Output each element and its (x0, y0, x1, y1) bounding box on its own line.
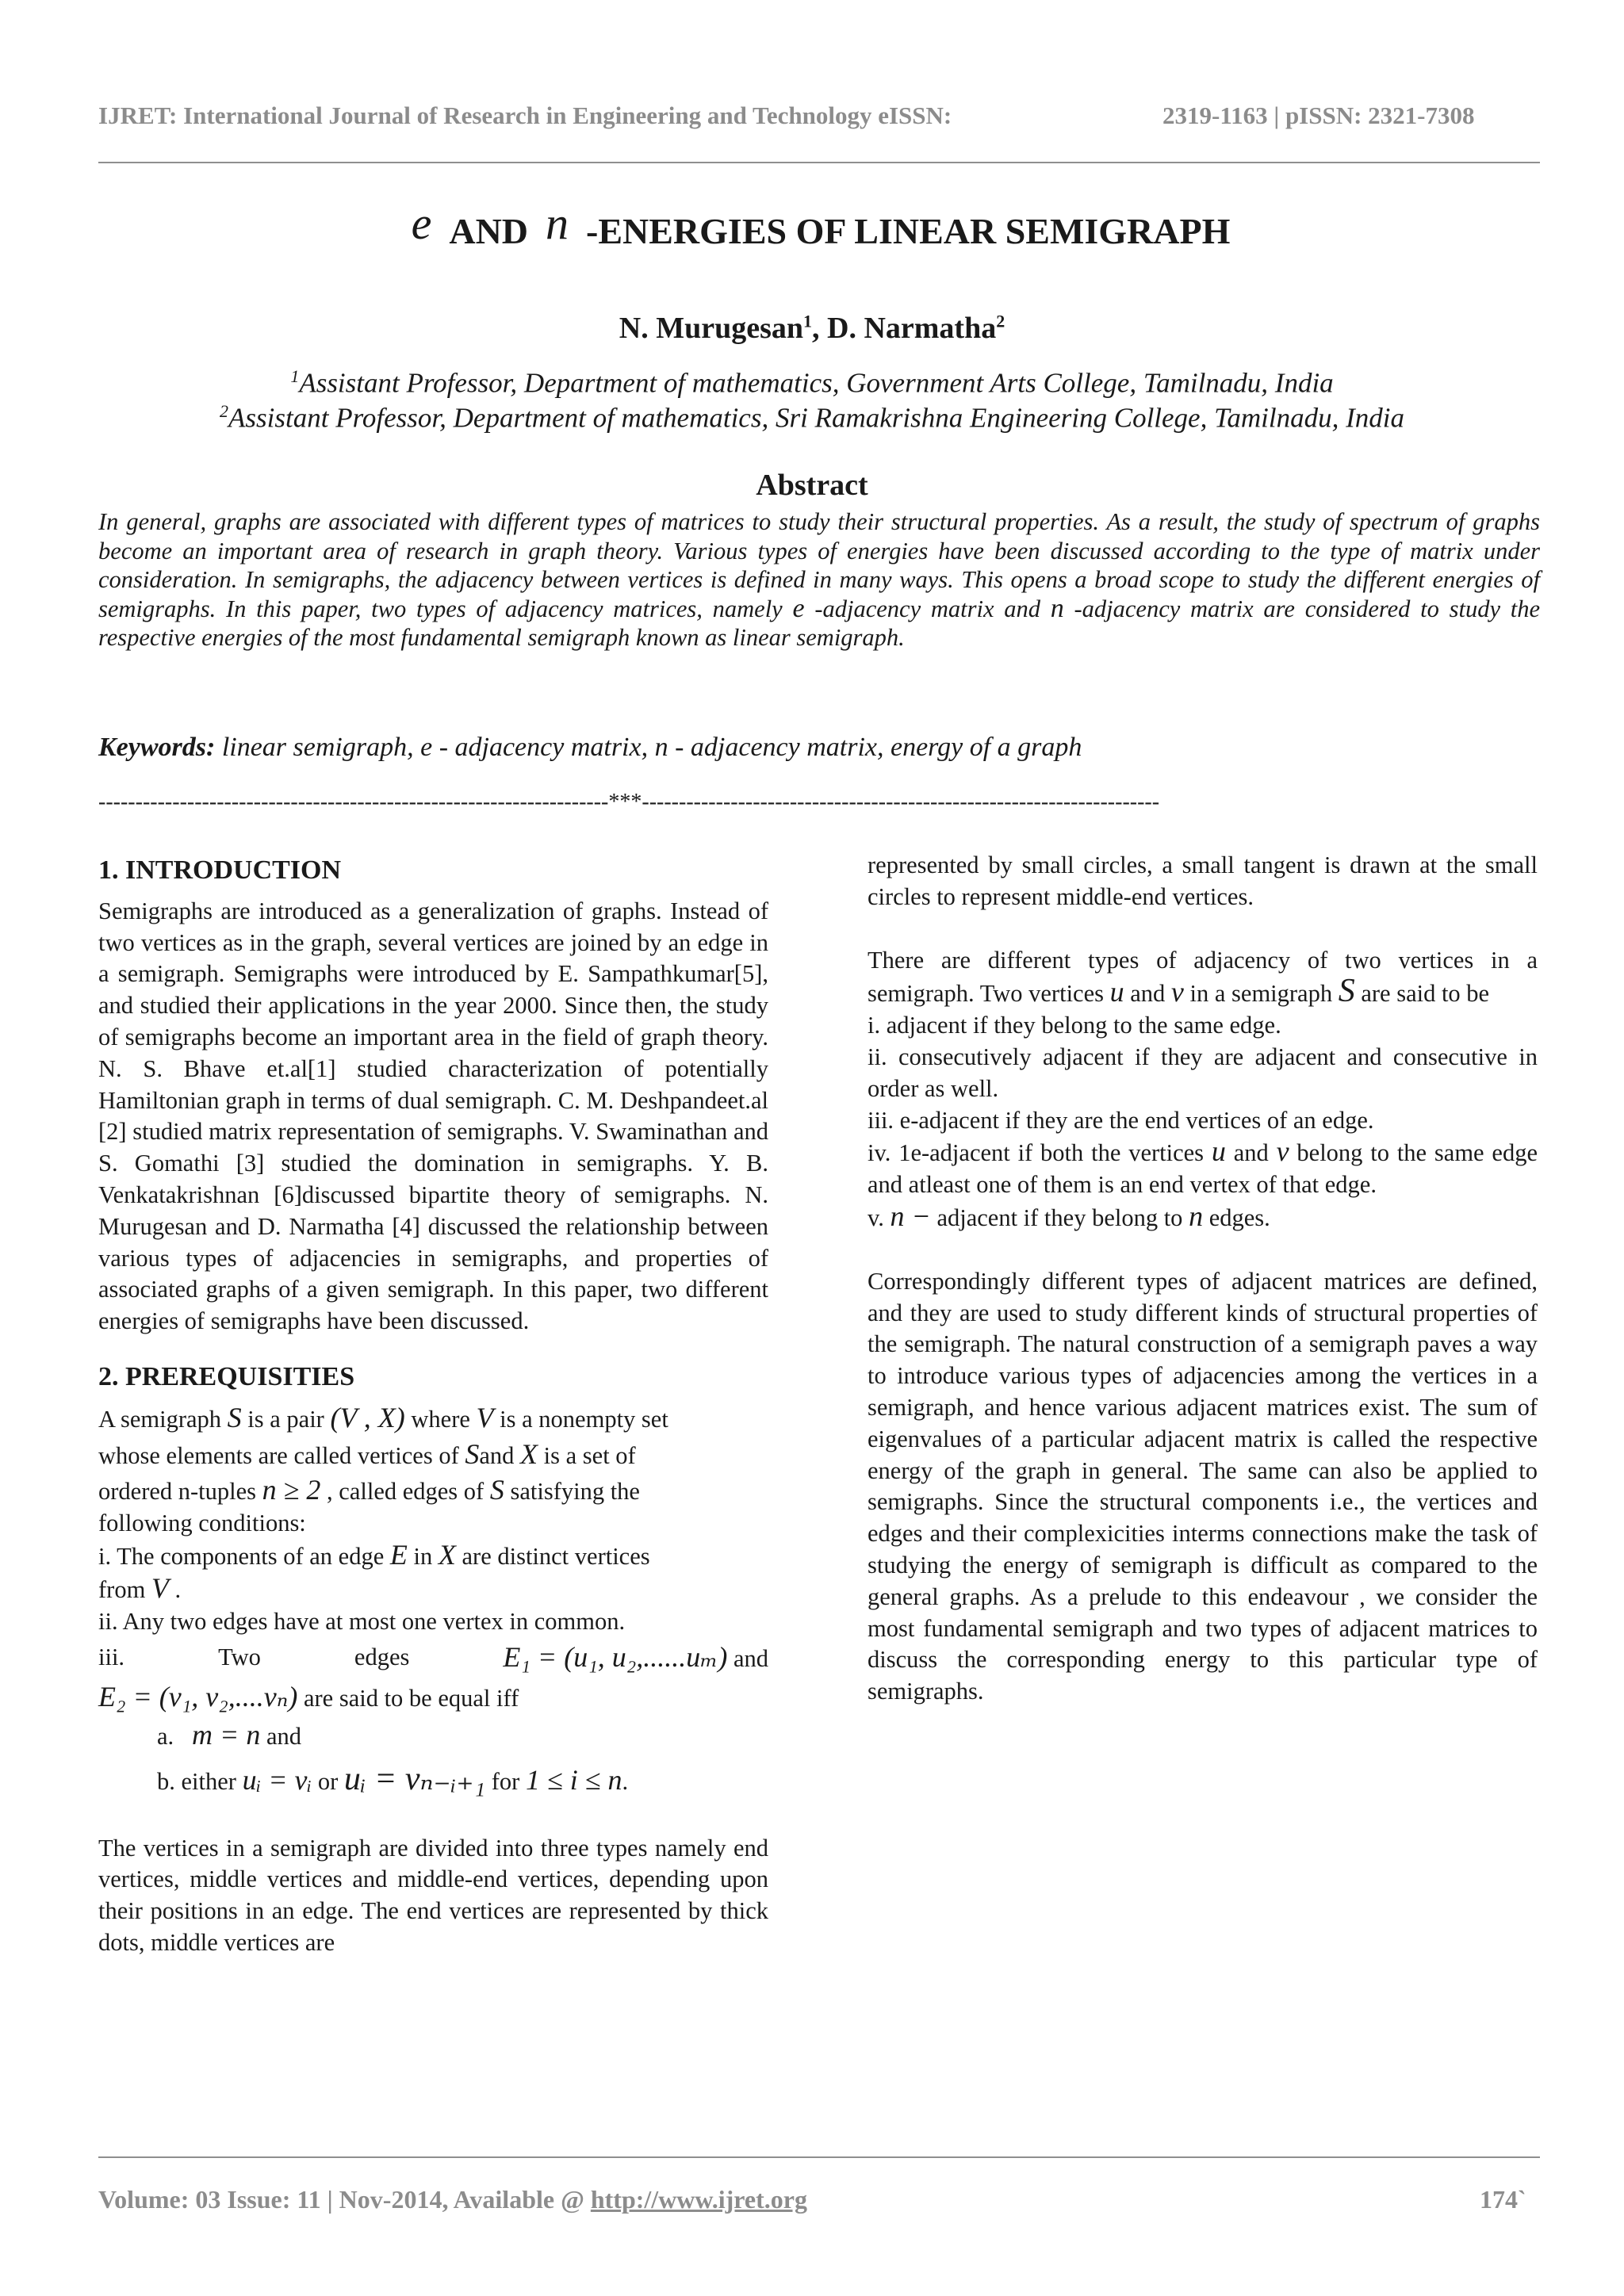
abstract-part-1: In general, graphs are associated with different types of matrices to study their structural properties. As a result, the study of spectrum of graphs become an important area of research in graph theory. Various types of energies have been discussed according to the type of matrix under consideration. In semigraphs, the adjacency between vertices is defined in many ways. This opens a broad scope to study the different energies of semigraphs. In this paper, two types of adjacency matrices, namely (98, 508, 1540, 622)
affiliation-2-sup: 2 (220, 401, 229, 421)
vertices-paragraph-cont: represented by small circles, a small tangent is drawn at the small circles to represent middle-end vertices. (868, 851, 1538, 910)
cond-label: b. either (157, 1767, 243, 1795)
abstract-text (98, 507, 1540, 652)
sym-u: u (1109, 976, 1124, 1008)
adj-text: edges. (1203, 1203, 1270, 1231)
abstract-n-symbol: n (1050, 593, 1064, 623)
def-line-1 (98, 1402, 768, 1436)
sym-n: n (1189, 1200, 1204, 1232)
cond-text: i. The components of an edge (98, 1542, 390, 1570)
affiliation-1-text: Assistant Professor, Department of mathematics, Government Arts College, Tamilnadu, India (299, 367, 1334, 399)
sym-ui-eq-vi: uᵢ = vᵢ (242, 1763, 312, 1796)
adjacency-item-i: i. adjacent if they belong to the same edge. (868, 1012, 1281, 1039)
spacer (98, 1337, 768, 1361)
abstract-part-3: -adjacency matrix are considered to study the respective energies of the most fundamental semigraph known as linear semigraph. (98, 595, 1540, 651)
sym-u: u (1211, 1135, 1226, 1168)
condition-b (98, 1760, 768, 1798)
spacer (98, 1798, 768, 1833)
page-footer (98, 2185, 1526, 2214)
author-sep: , (812, 312, 828, 345)
sym-VX: (V , X) (330, 1401, 405, 1433)
issn-numbers: 2319-1163 | pISSN: 2321-7308 (1162, 101, 1475, 129)
cond-text: are said to be equal iff (297, 1685, 519, 1712)
sym-n-ge-2: n ≥ 2 (262, 1474, 321, 1506)
adj-text: and (1225, 1139, 1277, 1167)
adj-text: belong to the same edge and atleast one of them is an end vertex of that edge. (868, 1139, 1538, 1199)
adj-text: adjacent if they belong to (930, 1203, 1189, 1231)
cond-text: and (727, 1645, 768, 1673)
adj-text: There are different types of adjacency of two vertices in a semigraph. Two vertices (868, 946, 1538, 1008)
cond-text: . (622, 1767, 629, 1795)
sym-E1: E₁ = (u₁, u₂,......uₘ) (503, 1641, 728, 1674)
left-column (98, 855, 768, 1959)
affiliation-1 (0, 366, 1624, 400)
adj-text: v. (868, 1203, 891, 1231)
def-text: is a pair (241, 1405, 331, 1433)
right-column (868, 850, 1538, 1708)
cond-text: Two (218, 1644, 261, 1671)
title-rest: -ENERGIES OF LINEAR SEMIGRAPH (586, 211, 1231, 251)
cond-text: from (98, 1575, 151, 1603)
author-2: D. Narmatha (827, 312, 997, 345)
sym-X: X (520, 1437, 538, 1470)
keywords-text: linear semigraph, e - adjacency matrix, n - adjacency matrix, energy of a graph (215, 733, 1082, 762)
author-1-sup: 1 (803, 311, 813, 331)
title-var-n: n (546, 197, 569, 249)
intro-heading: 1. INTRODUCTION (98, 855, 342, 885)
author-2-sup: 2 (996, 311, 1005, 331)
sym-X: X (438, 1538, 456, 1571)
def-text: where (404, 1405, 477, 1433)
footer-rule (98, 2156, 1540, 2158)
vertices-paragraph: The vertices in a semigraph are divided into three types namely end vertices, middle vertices and middle-end vertices, depending upon their positions in an edge. The end vertices are represented by thick dots, middle vertices are (98, 1834, 768, 1956)
spacer (868, 1234, 1538, 1266)
cond-text: in (407, 1542, 439, 1570)
sym-S: S (227, 1401, 242, 1433)
def-text: satisfying the (504, 1478, 640, 1506)
sym-v: v (1170, 976, 1184, 1008)
def-text: and (479, 1441, 521, 1469)
sym-m-eq-n: m = n (192, 1718, 261, 1751)
sym-S: S (465, 1437, 480, 1470)
footer-text: Volume: 03 Issue: 11 | Nov-2014, Available @ (98, 2185, 591, 2214)
cond-text: and (260, 1722, 302, 1750)
def-line-3 (98, 1475, 768, 1508)
def-text: is a set of (538, 1441, 636, 1469)
adjacency-item-iii: iii. e-adjacent if they are the end vertices of an edge. (868, 1106, 1374, 1134)
abstract-heading: Abstract (756, 469, 868, 502)
cond-text: for (485, 1767, 526, 1795)
running-header (98, 101, 1526, 130)
cond-text: or (312, 1767, 344, 1795)
sym-v: v (1276, 1135, 1289, 1168)
journal-name: IJRET: International Journal of Research in Engineering and Technology eISSN: (98, 101, 952, 129)
sym-V: V (476, 1401, 494, 1433)
section-separator: ---------------------------------------------------------------------***---------------------------------------------------------------------- (98, 790, 1160, 814)
header-rule (98, 162, 1540, 163)
sym-ui-eq-vn: uᵢ = vₙ₋ᵢ₊₁ (343, 1760, 486, 1797)
condition-iii-cont (98, 1682, 768, 1715)
def-text: is a nonempty set (493, 1405, 668, 1433)
keywords-label: Keywords: (98, 733, 216, 762)
keywords (98, 733, 1540, 763)
page-number: 174` (1480, 2185, 1526, 2214)
spacer (868, 913, 1538, 945)
abstract-part-2: -adjacency matrix and (804, 595, 1051, 622)
journal-link[interactable]: http://www.ijret.org (590, 2185, 807, 2214)
adj-text: and (1124, 980, 1171, 1008)
cond-number: iii. (98, 1644, 125, 1671)
adj-text: are said to be (1354, 980, 1490, 1008)
def-line-4: following conditions: (98, 1510, 306, 1537)
adj-text: iv. 1e-adjacent if both the vertices (868, 1139, 1212, 1167)
sym-n-minus: n − (890, 1200, 931, 1232)
sym-S: S (489, 1474, 504, 1506)
correspondingly-paragraph: Correspondingly different types of adjacent matrices are defined, and they are used to study different kinds of structural properties of the semigraph. The natural construction of a semigraph paves a way to introduce various types of adjacencies among the vertices in a semigraph, and hence various adjacent matrices exist. The sum of eigenvalues of a particular adjacent matrix is called the respective energy of the graph in general. The same can also be applied to semigraphs. Since the structural components i.e., the vertices and edges and their complexicities interms connections make the task of studying the energy of semigraph is difficult as compared to the general graphs. As a prelude to this endeavour , we consider the most fundamental semigraph and two types of adjacent matrices to discuss the corresponding energy to this particular type of semigraphs. (868, 1267, 1538, 1705)
adjacency-item-v (868, 1201, 1538, 1234)
intro-paragraph: Semigraphs are introduced as a generalization of graphs. Instead of two vertices as in the graph, several vertices are joined by an edge in a semigraph. Semigraphs were introduced by E. Sampathkumar[5], and studied their applications in the year 2000. Since then, the study of semigraphs become an important area in the field of graph theory. N. S. Bhave et.al[1] studied characterization of potentially Hamiltonian graph in terms of dual semigraph. C. M. Deshpandeet.al [2] studied matrix representation of semigraphs. V. Swaminathan and S. Gomathi [3] studied the domination in semigraphs. Y. B. Venkatakrishnan [6]discussed bipartite theory of semigraphs. N. Murugesan and D. Narmatha [4] discussed the relationship between various types of adjacencies in semigraphs, and properties of associated graphs of a given semigraph. In this paper, two different energies of semigraphs have been discussed. (98, 897, 768, 1335)
abstract-e-symbol: e (792, 593, 805, 623)
adjacency-paragraph (868, 945, 1538, 1011)
sym-E: E (389, 1538, 408, 1571)
sym-S: S (1338, 973, 1355, 1010)
sym-range: 1 ≤ i ≤ n (525, 1763, 622, 1796)
def-text: whose elements are called vertices of (98, 1441, 465, 1469)
sym-V: V (151, 1571, 169, 1604)
prereq-heading: 2. PREREQUISITIES (98, 1361, 355, 1391)
adjacency-item-ii: ii. consecutively adjacent if they are adjacent and consecutive in order as well. (868, 1043, 1538, 1102)
title-and: AND (449, 211, 529, 251)
adjacency-item-iv (868, 1136, 1538, 1201)
def-text: ordered n-tuples (98, 1478, 262, 1506)
def-text: A semigraph (98, 1405, 228, 1433)
title-var-e: e (411, 197, 432, 249)
condition-ii: ii. Any two edges have at most one vertex in common. (98, 1607, 626, 1635)
sym-E2: E₂ = (v₁, v₂,....vₙ) (98, 1681, 298, 1713)
affiliation-1-sup: 1 (290, 366, 300, 386)
paper-title (0, 197, 1624, 254)
cond-text: are distinct vertices (455, 1542, 650, 1570)
author-line (0, 311, 1624, 346)
condition-i (98, 1540, 768, 1606)
affiliation-2-text: Assistant Professor, Department of mathematics, Sri Ramakrishna Engineering College, Tamilnadu, India (228, 402, 1404, 434)
affiliation-2 (0, 401, 1624, 434)
cond-label: a. (157, 1722, 174, 1750)
cond-text: . (168, 1575, 182, 1603)
author-1: N. Murugesan (619, 312, 804, 345)
condition-a (98, 1720, 768, 1753)
adj-text: in a semigraph (1183, 980, 1339, 1008)
condition-iii (98, 1642, 768, 1675)
def-line-2 (98, 1439, 768, 1472)
cond-text: edges (354, 1644, 410, 1671)
def-text: , called edges of (320, 1478, 490, 1506)
